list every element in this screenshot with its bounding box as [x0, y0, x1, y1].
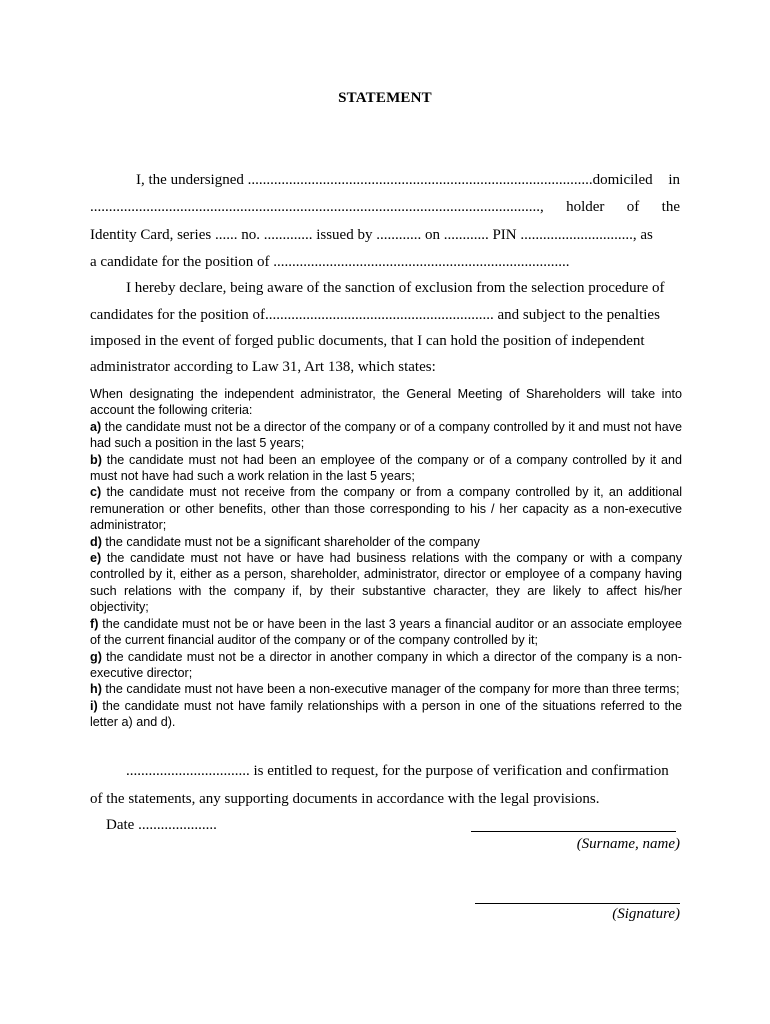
- declaration-line-2: candidates for the position of............................................................. and subject to the penalties: [90, 307, 660, 323]
- criteria-text: the candidate must not have been a non-executive manager of the company for more than three terms;: [105, 682, 680, 697]
- criteria-letter: a): [90, 419, 102, 434]
- declaration-line-1: I hereby declare, being aware of the sanction of exclusion from the selection procedure of: [126, 280, 665, 296]
- declaration-line-4: administrator according to Law 31, Art 138, which states:: [90, 359, 436, 375]
- intro-text: in: [668, 172, 680, 188]
- surname-caption: (Surname, name): [576, 836, 680, 852]
- criteria-item-b: [90, 452, 682, 485]
- criteria-text: the candidate must not be a significant shareholder of the company: [105, 534, 480, 549]
- criteria-item-e: [90, 550, 682, 616]
- criteria-text: the candidate must not have or have had business relations with the company or with a company controlled by it, either as a person, shareholder, administrator, director or employee of a company having such relations with the company if, by their substantive character, they are likely to affect his/her objectivity;: [90, 551, 683, 615]
- criteria-text: the candidate must not be or have been in the last 3 years a financial auditor or an associate employee of the current financial auditor of the company or of the company controlled by it;: [90, 616, 683, 648]
- signature-caption: (Signature): [612, 906, 680, 922]
- intro-text: of: [626, 199, 640, 215]
- intro-line-1: [136, 172, 680, 189]
- criteria-item-i: [90, 698, 682, 731]
- declaration-line-3: imposed in the event of forged public documents, that I can hold the position of independent: [90, 333, 645, 349]
- criteria-text: the candidate must not be a director in another company in which a director of the company is a non-executive director;: [90, 649, 683, 680]
- criteria-letter: c): [90, 485, 102, 500]
- date-field: Date .....................: [106, 817, 217, 833]
- criteria-text: the candidate must not had been an employee of the company or of a company controlled by it and must not have had such a work relation in the last 5 years;: [90, 452, 682, 484]
- criteria-item-f: [90, 616, 682, 649]
- criteria-letter: b): [90, 452, 102, 467]
- criteria-letter: i): [90, 698, 98, 713]
- criteria-letter: h): [90, 682, 102, 697]
- intro-line-2: [90, 199, 680, 216]
- intro-text: holder: [566, 199, 605, 215]
- criteria-text: the candidate must not be a director of the company or of a company controlled by it and must not have had such a position in the last 5 years;: [90, 419, 682, 451]
- intro-line-3: Identity Card, series ...... no. ............. issued by ............ on ............ PIN .............................., as: [90, 227, 653, 243]
- criteria-item-g: [90, 649, 682, 682]
- signature-line: [475, 903, 680, 904]
- criteria-item-h: [90, 681, 682, 697]
- criteria-intro: When designating the independent administrator, the General Meeting of Shareholders will take into account the following criteria:: [90, 387, 682, 418]
- criteria-text: the candidate must not receive from the company or from a company controlled by it, an additional remuneration or other benefits, other than those corresponding to his / her capacity as a non-executive administrator;: [90, 485, 683, 533]
- closing-line-2: of the statements, any supporting documents in accordance with the legal provisions.: [90, 791, 600, 807]
- criteria-list: [90, 386, 682, 731]
- criteria-text: the candidate must not have family relationships with a person in one of the situations referred to the letter a) and d).: [90, 698, 682, 730]
- intro-text: ........................................................................................................................,: [90, 199, 544, 215]
- intro-text: the: [661, 199, 680, 215]
- criteria-letter: f): [90, 616, 99, 631]
- intro-line-4: a candidate for the position of ...............................................................................: [90, 254, 570, 270]
- surname-signature-line: [471, 831, 676, 832]
- criteria-letter: g): [90, 649, 102, 664]
- document-title: STATEMENT: [338, 90, 432, 106]
- criteria-item-c: [90, 484, 682, 533]
- criteria-item-a: [90, 419, 682, 452]
- criteria-letter: d): [90, 534, 102, 549]
- criteria-item-d: [90, 534, 682, 550]
- intro-text: I, the undersigned ............................................................................................domiciled: [136, 172, 653, 188]
- closing-line-1: ................................. is entitled to request, for the purpose of verification and confirmation: [126, 763, 669, 779]
- criteria-letter: e): [90, 551, 102, 566]
